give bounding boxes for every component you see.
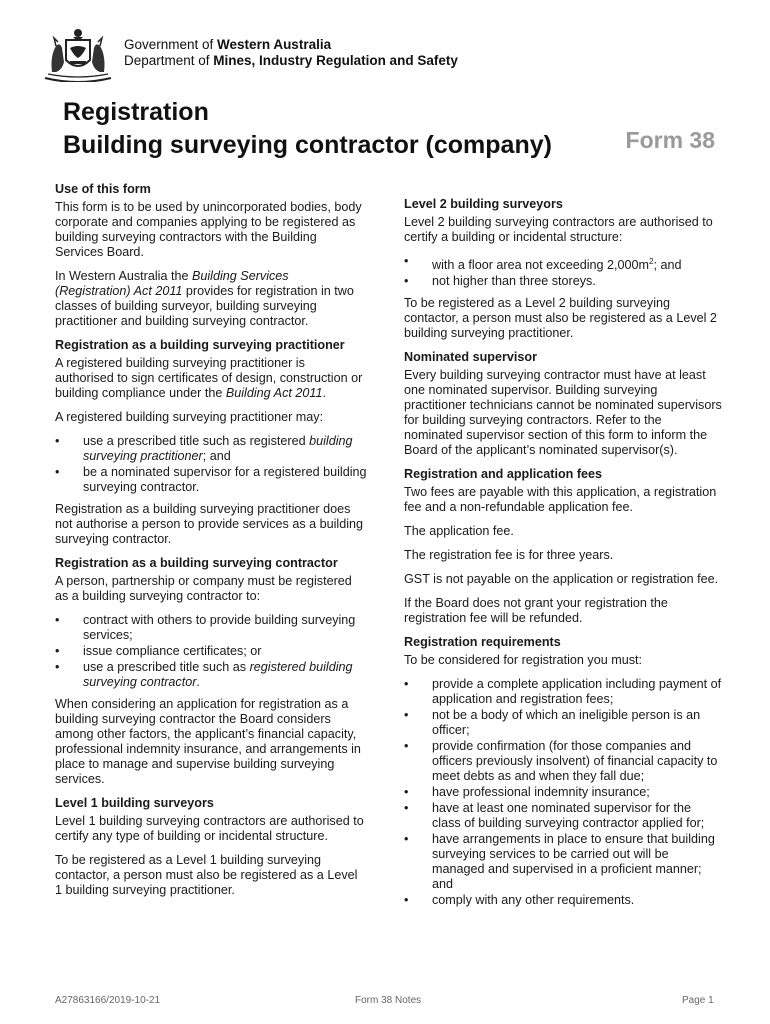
- requirements-list: [404, 677, 722, 908]
- paragraph: Two fees are payable with this application, a registration fee and a non-refundable application fee.: [404, 485, 717, 515]
- section-heading-use: Use of this form: [55, 182, 151, 196]
- list-item: • have professional indemnity insurance;: [404, 785, 722, 800]
- section-heading-practitioner: Registration as a building surveying practitioner: [55, 338, 345, 352]
- bullet-list: [55, 613, 367, 690]
- right-column: [404, 197, 722, 915]
- paragraph: The application fee.: [404, 524, 514, 539]
- list-item: • comply with any other requirements.: [404, 893, 722, 908]
- paragraph: Level 1 building surveying contractors are authorised to certify any type of building or incidental structure.: [55, 814, 364, 843]
- wa-coat-of-arms-icon: [42, 26, 114, 82]
- paragraph: A registered building surveying practitioner is authorised to sign certificates of design, construction or building compliance under the Building Act 2011.: [55, 356, 363, 400]
- list-item: • have arrangements in place to ensure that building surveying services to be carried out will be managed and supervised in a proficient manner; and: [404, 832, 722, 892]
- list-item: • use a prescribed title such as registered building surveying practitioner; and: [55, 434, 367, 464]
- list-item: • contract with others to provide building surveying services;: [55, 613, 367, 643]
- paragraph: The registration fee is for three years.: [404, 548, 614, 563]
- paragraph: A person, partnership or company must be registered as a building surveying contractor to:: [55, 574, 352, 603]
- section-heading-contractor: Registration as a building surveying contractor: [55, 556, 338, 570]
- list-item: • not higher than three storeys.: [404, 274, 722, 289]
- paragraph: Registration as a building surveying practitioner does not authorise a person to provide services as a building surveying contractor.: [55, 502, 364, 546]
- government-name: Government of Western Australia Department of Mines, Industry Regulation and Safety: [124, 37, 458, 68]
- list-item: • with a floor area not exceeding $2,000m^2$; and: [404, 254, 722, 273]
- paragraph: In Western Australia the Building Services (Registration) Act 2011 provides for registration in two classes of building surveyor, building surveying practitioner and building surveying contractor.: [55, 269, 354, 328]
- list-item: • have at least one nominated supervisor for the class of building surveying contractor applied for;: [404, 801, 722, 831]
- page-subtitle: Building surveying contractor (company): [63, 131, 552, 159]
- list-item: • use a prescribed title such as registered building surveying contractor.: [55, 660, 367, 690]
- paragraph: If the Board does not grant your registration the registration fee will be refunded.: [404, 596, 668, 626]
- paragraph: This form is to be used by unincorporated bodies, body corporate and companies applying to be registered as building surveying contractors with the Building Services Board.: [55, 200, 362, 259]
- section-heading-fees: Registration and application fees: [404, 467, 603, 482]
- paragraph: To be considered for registration you must:: [404, 653, 643, 668]
- left-column: [55, 182, 367, 907]
- footer-page-number: Page 1: [682, 995, 714, 1006]
- form-number: Form 38: [625, 127, 715, 153]
- page-title: Registration: [63, 98, 209, 126]
- section-heading-level2: Level 2 building surveyors: [404, 197, 563, 211]
- list-item: • issue compliance certificates; or: [55, 644, 367, 659]
- list-item: • provide a complete application including payment of application and registration fees;: [404, 677, 722, 707]
- paragraph: A registered building surveying practitioner may:: [55, 410, 324, 424]
- bullet-list: [55, 434, 367, 495]
- section-heading-level1: Level 1 building surveyors: [55, 796, 214, 810]
- list-item: • provide confirmation (for those companies and officers previously insolvent) of financial capacity to meet debts as and when they fall due;: [404, 739, 722, 784]
- paragraph: Level 2 building surveying contractors are authorised to certify a building or incidental structure:: [404, 215, 713, 244]
- list-item: • not be a body of which an ineligible person is an officer;: [404, 708, 722, 738]
- paragraph: When considering an application for registration as a building surveying contractor the Board considers among other factors, the applicant’s financial capacity, professional indemnity insurance, and arrangements in place to manage and supervise building surveying services.: [55, 697, 361, 786]
- paragraph: Every building surveying contractor must have at least one nominated supervisor. Building surveying practitioner technicians cannot be nominated supervisors for building surveying contractors. Refer to the nominated supervisor section of this form to inform the Board of the applicant’s nominated supervisor(s).: [404, 368, 722, 458]
- paragraph: To be registered as a Level 2 building surveying contactor, a person must also be registered as a Level 2 building surveying practitioner.: [404, 296, 717, 341]
- bullet-list: [404, 254, 722, 289]
- list-item: • be a nominated supervisor for a registered building surveying contractor.: [55, 465, 367, 495]
- paragraph: To be registered as a Level 1 building surveying contactor, a person must also be registered as a Level 1 building surveying practitioner.: [55, 853, 358, 897]
- title-block: [63, 96, 723, 162]
- paragraph: GST is not payable on the application or registration fee.: [404, 572, 719, 587]
- section-heading-requirements: Registration requirements: [404, 635, 561, 650]
- footer-doc-id: A27863166/2019-10-21: [55, 995, 161, 1006]
- footer-title: Form 38 Notes: [355, 995, 422, 1006]
- section-heading-nominated: Nominated supervisor: [404, 350, 537, 365]
